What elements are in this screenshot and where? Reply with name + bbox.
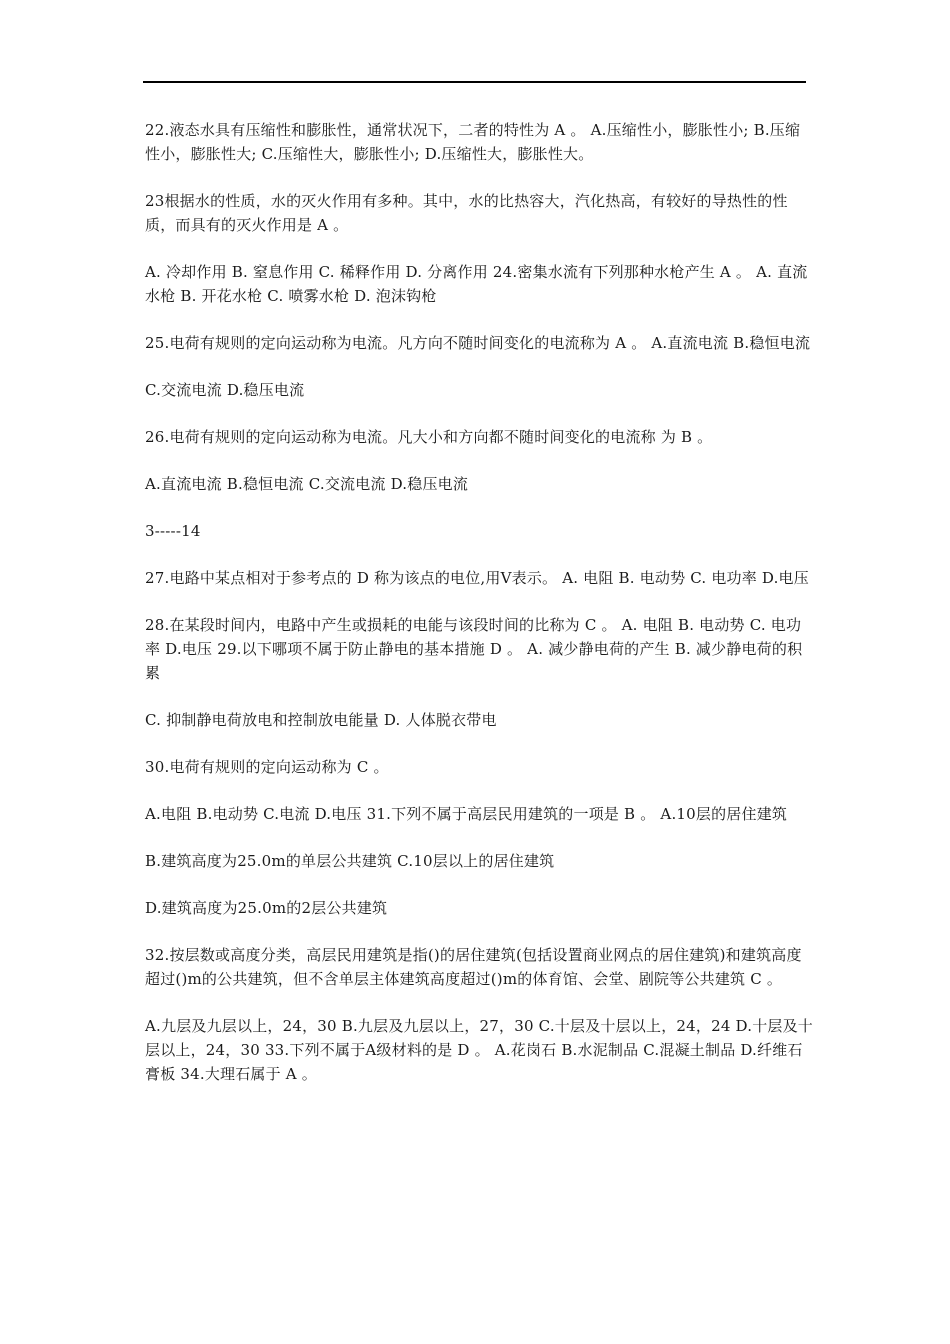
question-25: 25.电荷有规则的定向运动称为电流。凡方向不随时间变化的电流称为 A 。 A.直流电流 B.稳恒电流	[145, 334, 811, 352]
question-23: 23根据水的性质，水的灭火作用有多种。其中，水的比热容大，汽化热高，有较好的导热性的性质，而具有的灭火作用是 A 。	[145, 192, 788, 234]
question-27: 27.电路中某点相对于参考点的 D 称为该点的电位,用V表示。 A. 电阻 B. 电动势 C. 电功率 D.电压	[145, 569, 809, 587]
question-23-options-question-24: A. 冷却作用 B. 窒息作用 C. 稀释作用 D. 分离作用 24.密集水流有下列那种水枪产生 A 。 A. 直流水枪 B. 开花水枪 C. 喷雾水枪 D. 泡沫钩枪	[145, 263, 808, 305]
question-31-option-d: D.建筑高度为25.0m的2层公共建筑	[145, 899, 388, 917]
document-body	[145, 118, 815, 1109]
question-29-options: C. 抑制静电荷放电和控制放电能量 D. 人体脱衣带电	[145, 711, 497, 729]
header-rule	[143, 81, 806, 83]
question-25-options: C.交流电流 D.稳压电流	[145, 381, 305, 399]
question-26-options: A.直流电流 B.稳恒电流 C.交流电流 D.稳压电流	[145, 475, 469, 493]
question-32: 32.按层数或高度分类，高层民用建筑是指()的居住建筑(包括设置商业网点的居住建筑)和建筑高度超过()m的公共建筑，但不含单层主体建筑高度超过()m的体育馆、会堂、剧院等公共建筑 C 。	[145, 946, 802, 988]
question-31-options-b-c: B.建筑高度为25.0m的单层公共建筑 C.10层以上的居住建筑	[145, 852, 555, 870]
question-28-29: 28.在某段时间内，电路中产生或损耗的电能与该段时间的比称为 C 。 A. 电阻 B. 电动势 C. 电功率 D.电压 29.以下哪项不属于防止静电的基本措施 D 。 A. 减少静电荷的产生 B. 减少静电荷的积累	[145, 616, 803, 682]
question-30: 30.电荷有规则的定向运动称为 C 。	[145, 758, 389, 776]
section-marker: 3-----14	[145, 522, 201, 540]
question-26: 26.电荷有规则的定向运动称为电流。凡大小和方向都不随时间变化的电流称 为 B 。	[145, 428, 713, 446]
question-32-options-33-34: A.九层及九层以上，24，30 B.九层及九层以上，27，30 C.十层及十层以上，24，24 D.十层及十层以上，24，30 33.下列不属于A级材料的是 D 。 A.花岗石 B.水泥制品 C.混凝土制品 D.纤维石膏板 34.大理石属于 A 。	[145, 1017, 813, 1083]
question-22: 22.液态水具有压缩性和膨胀性，通常状况下，二者的特性为 A 。 A.压缩性小，膨胀性小; B.压缩性小，膨胀性大; C.压缩性大，膨胀性小; D.压缩性大，膨胀性大。	[145, 121, 801, 163]
question-30-options-question-31: A.电阻 B.电动势 C.电流 D.电压 31.下列不属于高层民用建筑的一项是 B 。 A.10层的居住建筑	[145, 805, 788, 823]
